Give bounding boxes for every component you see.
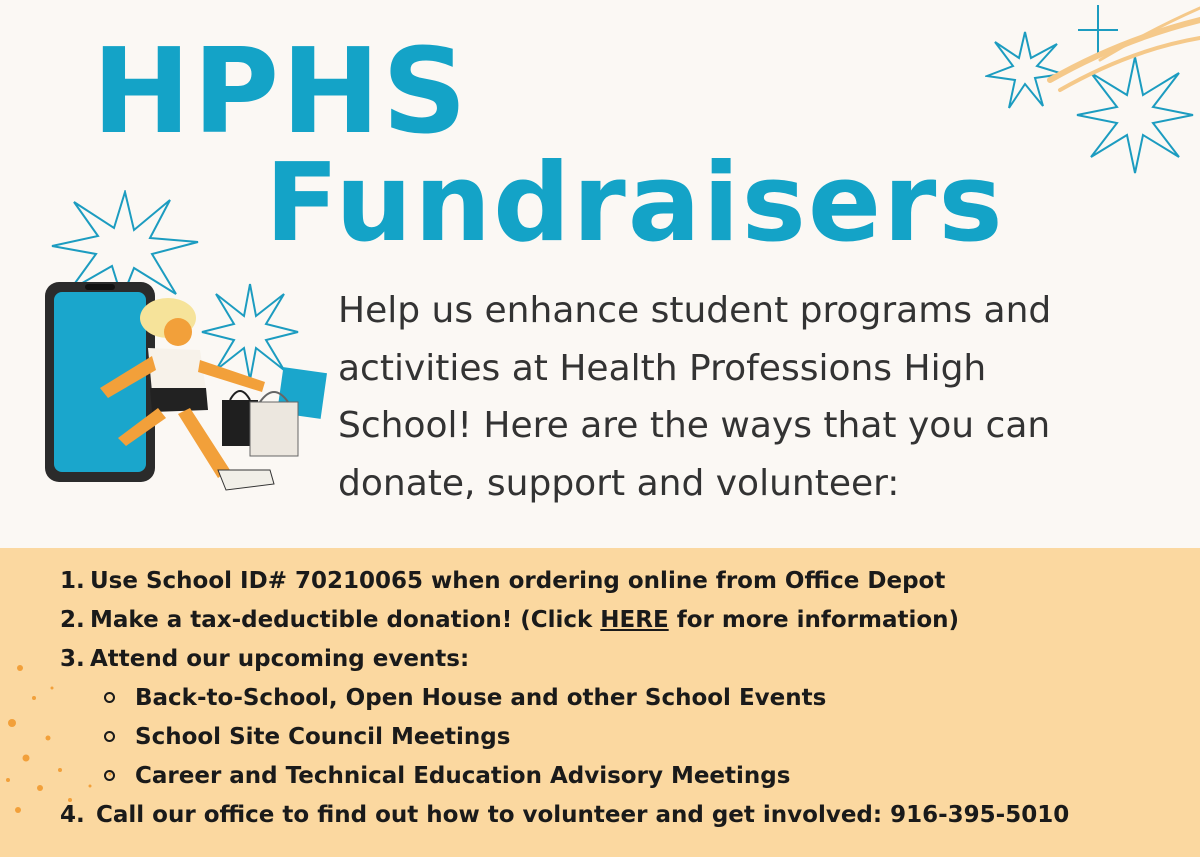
poster-title-line-1: HPHS xyxy=(92,22,469,160)
event-list-item xyxy=(60,679,1069,718)
donation-item-text-after: for more information) xyxy=(668,607,960,633)
circle-bullet-icon xyxy=(104,692,115,703)
circle-bullet-icon xyxy=(104,731,115,742)
donation-item-text-before: Make a tax-deductible donation! (Click xyxy=(90,607,601,633)
poster-title-line-2: Fundraisers xyxy=(265,141,1005,266)
list-number: 2. xyxy=(60,607,85,633)
intro-line: School! Here are the ways that you can xyxy=(338,405,1051,446)
brush-stroke-decoration xyxy=(1040,0,1200,100)
intro-paragraph xyxy=(338,282,1188,512)
volunteer-item-text: Call our office to find out how to volunteer and get involved: 916-395-5010 xyxy=(96,802,1070,828)
ways-to-help-band xyxy=(0,548,1200,857)
event-label: Back-to-School, Open House and other School Events xyxy=(135,685,827,711)
circle-bullet-icon xyxy=(104,770,115,781)
list-number: 4. xyxy=(60,802,85,828)
ways-to-help-list xyxy=(60,562,1069,835)
intro-line: donate, support and volunteer: xyxy=(338,462,900,504)
office-depot-item-text: Use School ID# 70210065 when ordering online from Office Depot xyxy=(90,568,946,594)
list-number: 3. xyxy=(60,646,85,672)
intro-line: activities at Health Professions High xyxy=(338,347,987,389)
list-item xyxy=(60,601,1069,640)
events-sub-list xyxy=(60,679,1069,796)
list-item xyxy=(60,640,1069,796)
events-item-text: Attend our upcoming events: xyxy=(90,646,470,672)
donation-here-link[interactable]: HERE xyxy=(600,607,669,633)
list-item xyxy=(60,562,1069,601)
list-item xyxy=(60,796,1069,835)
shopping-bag-icon xyxy=(250,402,298,456)
event-list-item xyxy=(60,718,1069,757)
event-list-item xyxy=(60,757,1069,796)
phone-shopper-illustration xyxy=(40,270,340,530)
event-label: Career and Technical Education Advisory Meetings xyxy=(135,763,791,789)
event-label: School Site Council Meetings xyxy=(135,724,511,750)
list-number: 1. xyxy=(60,568,85,594)
intro-line: Help us enhance student programs and xyxy=(338,290,1052,331)
